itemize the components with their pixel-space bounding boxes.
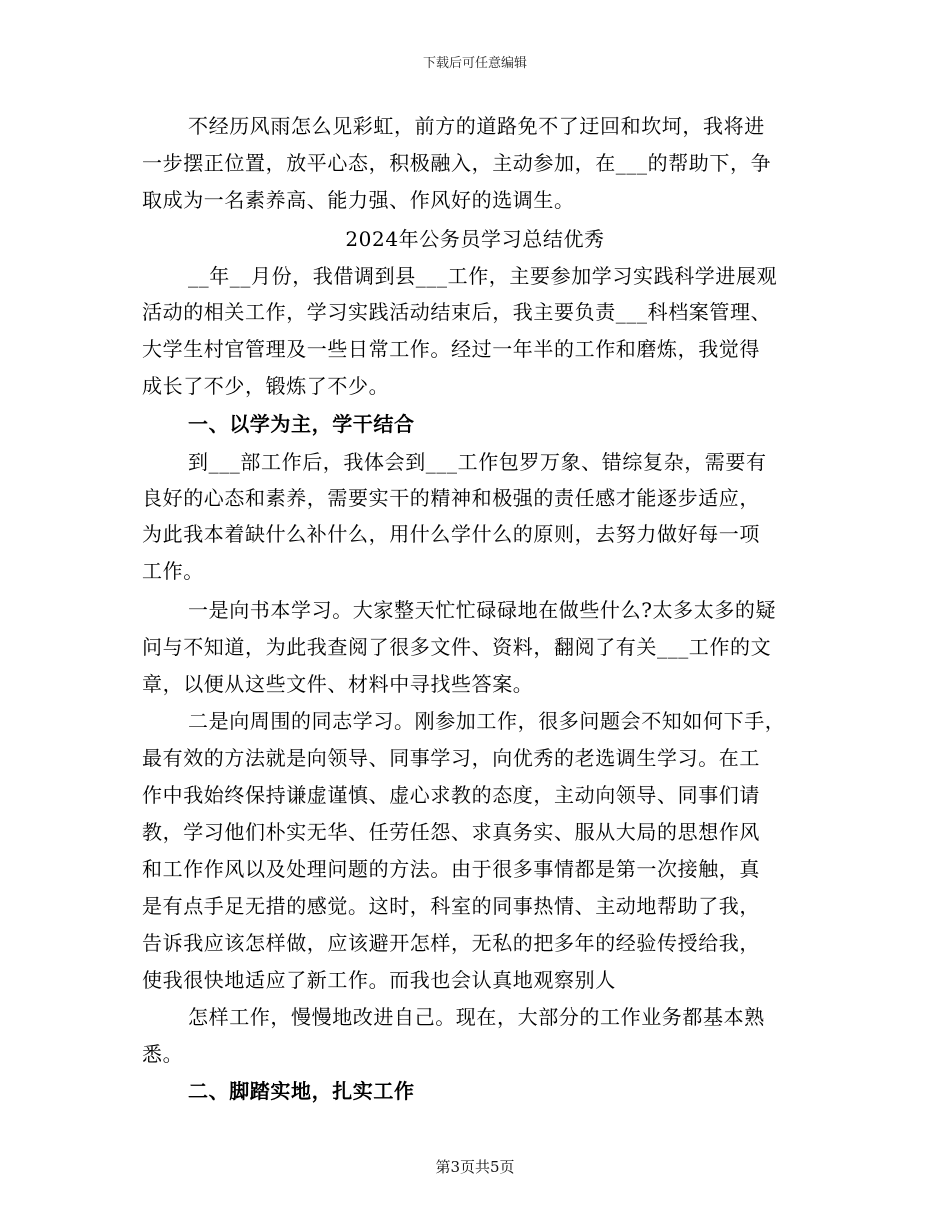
para4-line-3: 作中我始终保持谦虚谨慎、虚心求教的态度，主动向领导、同事们请 [142, 783, 760, 807]
para4-line-5: 和工作作风以及处理问题的方法。由于很多事情都是第一次接触，真 [142, 857, 760, 881]
para4-line-8: 使我很快地适应了新工作。而我也会认真地观察别人 [142, 968, 616, 992]
para1-line-2: 活动的相关工作，学习实践活动结束后，我主要负责___科档案管理、 [142, 300, 772, 324]
para2-line-1: 到___部工作后，我体会到___工作包罗万象、错综复杂，需要有 [188, 450, 767, 474]
para2-line-3: 为此我本着缺什么补什么，用什么学什么的原则，去努力做好每一项 [142, 522, 760, 546]
para3-line-1: 一是向书本学习。大家整天忙忙碌碌地在做些什么?太多太多的疑 [188, 598, 777, 622]
para4-line-4: 教，学习他们朴实无华、任劳任怨、求真务实、服从大局的思想作风 [142, 820, 760, 844]
intro-line-2: 一步摆正位置，放平心态，积极融入，主动参加，在___的帮助下，争 [142, 151, 772, 175]
para3-line-2: 问与不知道，为此我查阅了很多文件、资料，翻阅了有关___工作的文 [142, 635, 772, 659]
para1-line-3: 大学生村官管理及一些日常工作。经过一年半的工作和磨炼，我觉得 [142, 337, 760, 361]
page-number-footer: 第3页共5页 [435, 1158, 515, 1176]
para4-line-6: 是有点手足无措的感觉。这时，科室的同事热情、主动地帮助了我， [142, 894, 760, 918]
para4-line-1: 二是向周围的同志学习。刚参加工作，很多问题会不知如何下手， [188, 709, 786, 733]
para1-line-4: 成长了不少，锻炼了不少。 [142, 374, 390, 398]
para5-line-2: 悉。 [142, 1042, 184, 1066]
para4-line-2: 最有效的方法就是向领导、同事学习，向优秀的老选调生学习。在工 [142, 746, 760, 770]
intro-line-1: 不经历风雨怎么见彩虹，前方的道路免不了迂回和坎坷，我将进 [188, 114, 765, 138]
para5-line-1: 怎样工作，慢慢地改进自己。现在，大部分的工作业务都基本熟 [188, 1005, 765, 1029]
para3-line-3: 章，以便从这些文件、材料中寻找些答案。 [142, 672, 534, 696]
document-title: 2024年公务员学习总结优秀 [345, 227, 605, 251]
para2-line-2: 良好的心态和素养，需要实干的精神和极强的责任感才能逐步适应， [142, 486, 760, 510]
page-header-note: 下载后可任意编辑 [422, 56, 527, 71]
section-heading-1: 一、以学为主，学干结合 [188, 412, 415, 436]
para2-line-4: 工作。 [142, 559, 204, 583]
para4-line-7: 告诉我应该怎样做，应该避开怎样，无私的把多年的经验传授给我， [142, 931, 760, 955]
intro-line-3: 取成为一名素养高、能力强、作风好的选调生。 [142, 188, 575, 212]
section-heading-2: 二、脚踏实地，扎实工作 [188, 1079, 415, 1103]
para1-line-1: __年__月份，我借调到县___工作，主要参加学习实践科学进展观 [188, 264, 778, 288]
